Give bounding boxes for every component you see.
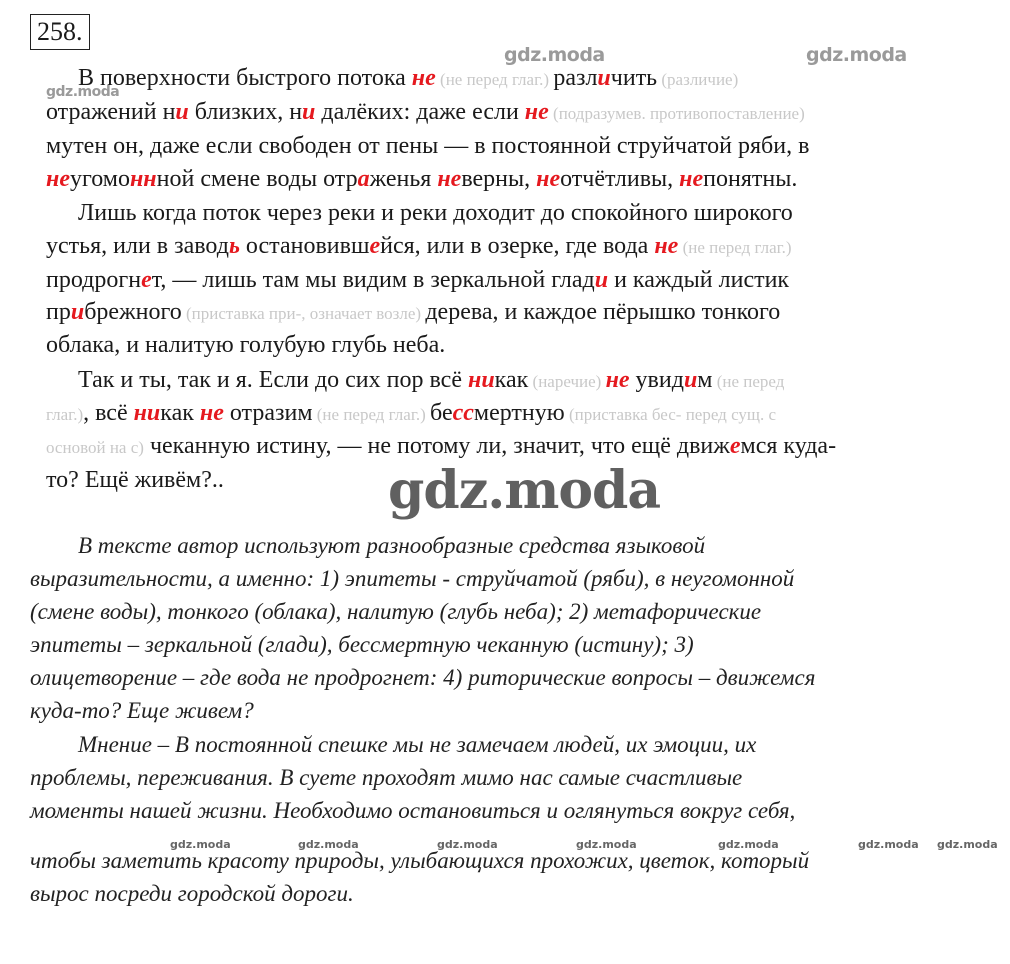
text-line-4: неугомоннной смене воды отраженья неверны, неотчётливы, непонятны. [46,166,798,192]
analysis-line-2: выразительности, а именно: 1) эпитеты - струйчатой (ряби), в неугомонной [30,566,795,591]
analysis-line-6: куда-то? Еще живем? [30,698,254,723]
analysis-line-4: эпитеты – зеркальной (глади), бессмертную чеканную (истину); 3) [30,632,694,657]
analysis-line-10: чтобы заметить красоту природы, улыбающихся прохожих, цветок, который [30,848,810,873]
text-line-9: облака, и налитую голубую глубь неба. [46,332,446,358]
analysis-line-3: (смене воды), тонкого (облака), налитую (глубь неба); 2) метафорические [30,599,762,624]
analysis-line-5: олицетворение – где вода не продрогнет: 4) риторические вопросы – движемся [30,665,816,690]
analysis-line-7: Мнение – В постоянной спешке мы не замечаем людей, их эмоции, их [78,732,757,757]
watermark-small-5: gdz.moda [718,838,779,851]
watermark-big: gdz.moda [388,460,661,521]
watermark-top-a: gdz.moda [504,44,605,66]
watermark-small-3: gdz.moda [437,838,498,851]
text-line-7: продрогнет, — лишь там мы видим в зеркальной глади и каждый листик [46,267,790,293]
watermark-small-1: gdz.moda [170,838,231,851]
analysis-line-9: моменты нашей жизни. Необходимо остановиться и оглянуться вокруг себя, [30,798,796,823]
text-line-2: отражений ни близких, ни далёких: даже если не (подразумев. противопоставление) [46,99,805,125]
watermark-small-2: gdz.moda [298,838,359,851]
text-line-13: то? Ещё живём?.. [46,467,224,493]
watermark-small-6: gdz.moda [858,838,919,851]
watermark-left: gdz.moda [46,84,120,100]
analysis-line-8: проблемы, переживания. В суете проходят мимо нас самые счастливые [30,765,743,790]
text-line-10: Так и ты, так и я. Если до сих пор всё никак (наречие) не увидим (не перед [78,367,785,393]
text-line-12: основой на с) чеканную истину, — не потому ли, значит, что ещё движемся куда- [46,433,837,459]
exercise-number: 258. [30,14,90,50]
text-line-11: глаг.), всё никак не отразим (не перед глаг.) бессмертную (приставка бес- перед сущ. с [46,400,777,426]
analysis-line-11: вырос посреди городской дороги. [30,881,354,906]
watermark-small-4: gdz.moda [576,838,637,851]
watermark-top-b: gdz.moda [806,44,907,66]
text-line-1: В поверхности быстрого потока не (не перед глаг.) различить (различие) [78,65,739,91]
text-line-3: мутен он, даже если свободен от пены — в постоянной струйчатой ряби, в [46,133,810,159]
watermark-small-7: gdz.moda [937,838,998,851]
text-line-5: Лишь когда поток через реки и реки доходит до спокойного широкого [78,200,793,226]
text-line-8: прибрежного (приставка при-, означает возле) дерева, и каждое пёрышко тонкого [46,299,781,325]
text-line-6: устья, или в заводь остановившейся, или в озерке, где вода не (не перед глаг.) [46,233,792,259]
analysis-line-1: В тексте автор используют разнообразные средства языковой [78,533,706,558]
